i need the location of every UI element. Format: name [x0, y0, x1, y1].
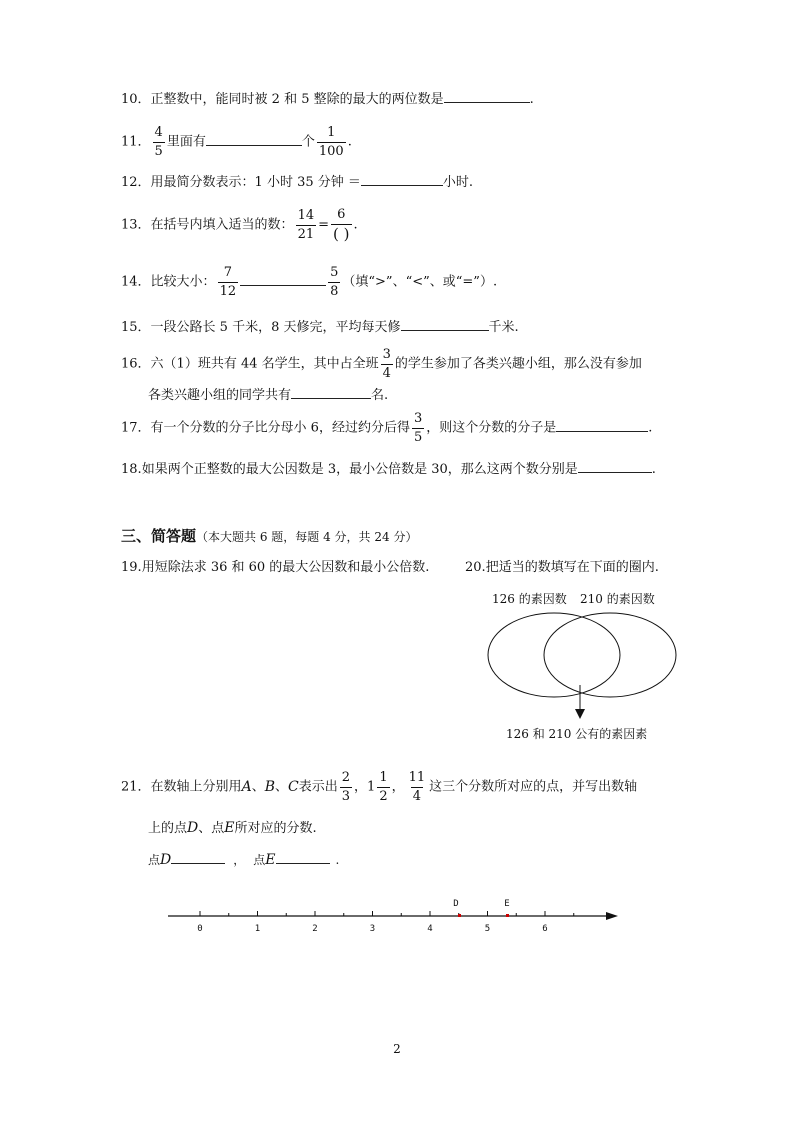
- section-title: 三、简答题: [121, 527, 197, 545]
- fraction: $\frac{3}{4}$: [382, 347, 391, 381]
- venn-diagram: [470, 585, 690, 750]
- question-text: 正整数中，能同时被 2 和 5 整除的最大的两位数是: [150, 92, 444, 107]
- fraction: $\frac{7}{12}$: [219, 265, 237, 299]
- venn-label-left: 126 的素因数: [492, 592, 567, 606]
- answer-blank[interactable]: [291, 398, 371, 399]
- question-18: 18.如果两个正整数的最大公因数是 3，最小公倍数是 30，那么这两个数分别是 .: [121, 462, 656, 477]
- fraction: $\frac{4}{5}$: [154, 125, 163, 159]
- number-line-arrow: [606, 912, 618, 920]
- venn-arrow-head: [575, 709, 585, 719]
- fraction: $\frac{1}{2}$: [379, 770, 388, 804]
- venn-label-right: 210 的素因数: [580, 592, 655, 606]
- answer-blank[interactable]: [240, 285, 326, 286]
- answer-blank[interactable]: [206, 145, 302, 146]
- answer-blank-e[interactable]: [276, 863, 330, 864]
- fraction: $\frac{11}{4}$: [408, 770, 426, 804]
- var-a: A: [241, 779, 252, 796]
- point-d-label: D: [453, 899, 459, 909]
- page-number: 2: [393, 1042, 401, 1056]
- tick-label-4: 4: [427, 924, 433, 934]
- answer-blank[interactable]: [578, 472, 652, 473]
- number-line: [160, 895, 630, 940]
- answer-blank[interactable]: [401, 330, 489, 331]
- var-b: B: [264, 779, 275, 796]
- tick-label-0: 0: [197, 924, 203, 934]
- mixed-number-whole: 1: [367, 779, 376, 795]
- question-number: 10．: [121, 92, 151, 107]
- question-12: 12．用最简分数表示：1 小时 35 分钟 ＝ 小时.: [121, 175, 474, 190]
- question-16: 16．六（1）班共有 44 名学生，其中占全班 $\frac{3}{4}$ 的学生参加了各类兴趣小组，那么没有参加: [121, 347, 642, 381]
- question-21-line2: 上的点D、点E所对应的分数.: [148, 820, 317, 836]
- venn-circle-left[interactable]: [488, 613, 620, 697]
- answer-blank[interactable]: [361, 185, 443, 186]
- fraction: $\frac{14}{21}$: [297, 208, 315, 242]
- question-17: 17．有一个分数的分子比分母小 6，经过约分后得 $\frac{3}{5}$ ，则这个分数的分子是 .: [121, 411, 653, 445]
- fraction: $\frac{2}{3}$: [341, 770, 351, 804]
- question-20: 20.把适当的数填写在下面的圈内.: [465, 560, 659, 575]
- section-note: （本大题共 6 题，每题 4 分，共 24 分）: [196, 530, 418, 544]
- fraction: $\frac{1}{100}$: [318, 125, 344, 159]
- number-line-ticks: [197, 911, 573, 934]
- question-11: 11． $\frac{4}{5}$ 里面有 个 $\frac{1}{100}$ .: [121, 125, 352, 159]
- answer-blank[interactable]: [444, 102, 530, 103]
- question-13: 13．在括号内填入适当的数： $\frac{14}{21}$ = $\frac{6}{( )}$ .: [121, 207, 358, 243]
- tick-label-6: 6: [542, 924, 548, 934]
- tick-label-3: 3: [369, 924, 376, 934]
- fraction: $\frac{5}{8}$: [330, 265, 339, 299]
- venn-circle-right[interactable]: [544, 613, 676, 697]
- question-16-line2: 各类兴趣小组的同学共有 名.: [148, 388, 389, 403]
- question-19: 19.用短除法求 36 和 60 的最大公因数和最小公倍数.: [121, 560, 430, 575]
- tick-label-2: 2: [312, 924, 318, 934]
- answer-blank[interactable]: [556, 431, 648, 432]
- answer-blank-d[interactable]: [171, 863, 225, 864]
- var-c: C: [288, 779, 299, 796]
- question-14: 14．比较大小： $\frac{7}{12}$ $\frac{5}{8}$ （填“>”、“<”、或“=”）.: [121, 265, 498, 299]
- fraction: $\frac{3}{5}$: [413, 411, 423, 445]
- point-e-marker[interactable]: [506, 914, 509, 917]
- question-21-answers: 点D ， 点E .: [148, 852, 340, 868]
- point-e-label: E: [504, 899, 510, 909]
- question-15: 15．一段公路长 5 千米，8 天修完，平均每天修 千米.: [121, 320, 519, 335]
- question-21: 21．在数轴上分别用A、B、C表示出 $\frac{2}{3}$ ，1 $\frac{1}{2}$ ， $\frac{11}{4}$ 这三个分数所对应的点，并写出数轴: [121, 770, 638, 804]
- tick-label-1: 1: [254, 924, 261, 934]
- tick-label-5: 5: [484, 924, 491, 934]
- section-heading: [121, 529, 417, 544]
- question-10: 10．正整数中，能同时被 2 和 5 整除的最大的两位数是 .: [121, 92, 534, 107]
- point-d-marker[interactable]: [458, 914, 461, 917]
- venn-label-bottom: 126 和 210 公有的素因素: [506, 727, 648, 741]
- fraction-with-blank[interactable]: $\frac{6}{( )}$: [333, 207, 350, 243]
